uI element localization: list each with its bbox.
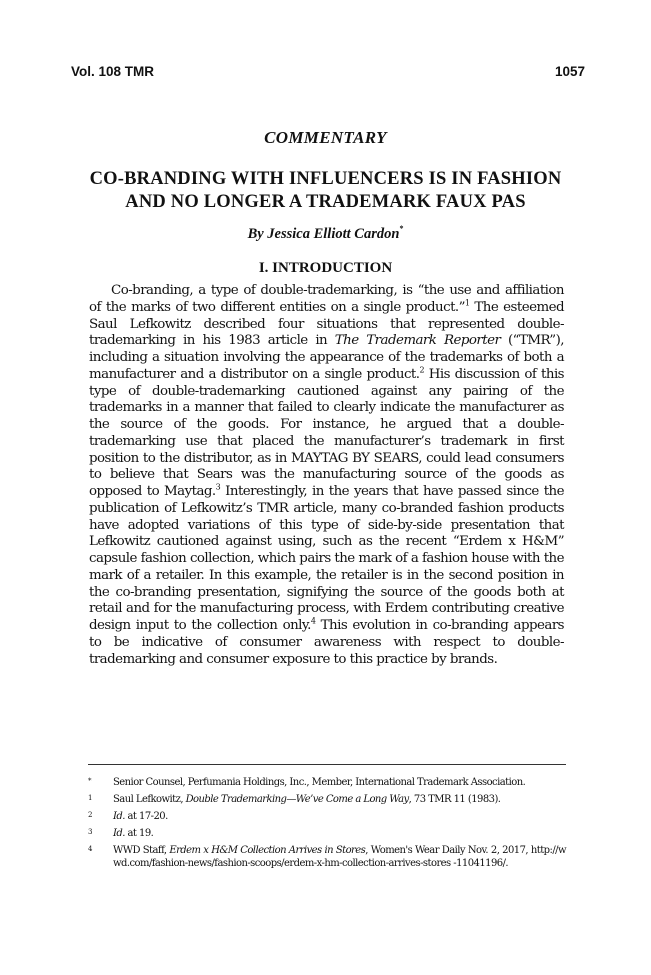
title-line-2: AND NO LONGER A TRADEMARK FAUX PAS [125, 192, 526, 212]
text-run: Co-branding, a type of double-trademarking, is “the use and affiliation of the marks of two different entities on a single product.” [89, 283, 564, 315]
footnote-author [88, 776, 566, 789]
footnote-text: WWD Staff, [113, 844, 170, 856]
footnote-1 [88, 793, 566, 806]
source-url-link[interactable]: http://wwd.com/fashion-news/fashion-scoops/erdem-x-hm-collection-arrives-stores -11041196/. [113, 844, 566, 870]
footnote-divider [88, 764, 566, 765]
footnote-text: at 17-20. [124, 810, 168, 822]
footnote-mark: 2 [88, 810, 92, 819]
footnote-text: Senior Counsel, Perfumania Holdings, Inc., Member, International Trademark Association. [113, 777, 526, 788]
text-run: (“TMR”), including a situation involving the appearance of the trademarks of both a manufacturer and a distributor on a single product. [89, 333, 564, 382]
section-heading: I. INTRODUCTION [258, 260, 393, 276]
commentary-kicker: COMMENTARY [264, 128, 387, 147]
text-run: This evolution in co-branding appears to be indicative of consumer awareness with respect to double-trademarking and consumer exposure to this practice by brands. [89, 618, 564, 667]
footnote-text: , Women's Wear Daily Nov. 2, 2017, [365, 844, 531, 856]
footnote-mark: 1 [88, 793, 92, 802]
footnote-2 [88, 810, 566, 823]
footnote-4 [88, 844, 566, 871]
page-number: 1057 [554, 64, 585, 79]
footnote-text: Saul Lefkowitz, [113, 793, 186, 805]
body-text [89, 283, 564, 668]
footnotes [88, 776, 566, 874]
text-run: Interestingly, in the years that have passed since the publication of Lefkowitz’s TMR article, many co-branded fashion products have adopted variations of this type of side-by-side presentation that Lefkowitz cautioned against using, such as the recent “Erdem x H&M” capsule fashion collection, which pairs the mark of a fashion house with the mark of a retailer. In this example, the retailer is in the second position in the co-branding presentation, signifying the source of the goods both at retail and for the manufacturing process, with Erdem contributing creative design input to the collection only. [89, 484, 564, 633]
journal-title: The Trademark Reporter [334, 333, 501, 349]
footnote-mark: * [88, 777, 91, 785]
cited-title: Id. [113, 827, 125, 839]
author-note-mark[interactable]: * [399, 224, 404, 233]
footnote-ref-2[interactable]: 2 [419, 365, 425, 375]
cited-title: Id. [113, 810, 125, 822]
cited-title: Erdem x H&M Collection Arrives in Stores [169, 844, 366, 856]
author-name: By Jessica Elliott Cardon [247, 226, 400, 242]
footnote-3 [88, 827, 566, 840]
text-run: The esteemed Saul Lefkowitz described four situations that represented double-trademarking in his 1983 article in [89, 299, 564, 349]
running-head [71, 64, 585, 84]
text-run: His discussion of this type of double-trademarking cautioned against any pairing of the trademarks in a manner that failed to clearly indicate the manufacturer as the source of the goods. For instance, he argued that a double-trademarking use that placed the manufacturer’s trademark in first position to the distributor, as in MAYTAG BY SEARS, could lead consumers to believe that Sears was the manufacturing source of the goods as opposed to Maytag. [89, 366, 565, 499]
footnote-text: , 73 TMR 11 (1983). [408, 793, 501, 805]
footnote-mark: 4 [88, 844, 92, 853]
footnote-text: at 19. [124, 827, 154, 839]
footnote-ref-4[interactable]: 4 [310, 616, 316, 626]
byline [0, 226, 651, 243]
cited-title: Double Trademarking—We’ve Come a Long Way [185, 793, 409, 805]
footnote-ref-3[interactable]: 3 [215, 482, 221, 492]
article-title [0, 168, 651, 214]
title-line-1: CO-BRANDING WITH INFLUENCERS IS IN FASHION [89, 169, 562, 189]
paragraph [89, 283, 564, 668]
footnote-ref-1[interactable]: 1 [464, 298, 470, 308]
footnote-mark: 3 [88, 827, 92, 836]
volume-label: Vol. 108 TMR [71, 64, 155, 79]
